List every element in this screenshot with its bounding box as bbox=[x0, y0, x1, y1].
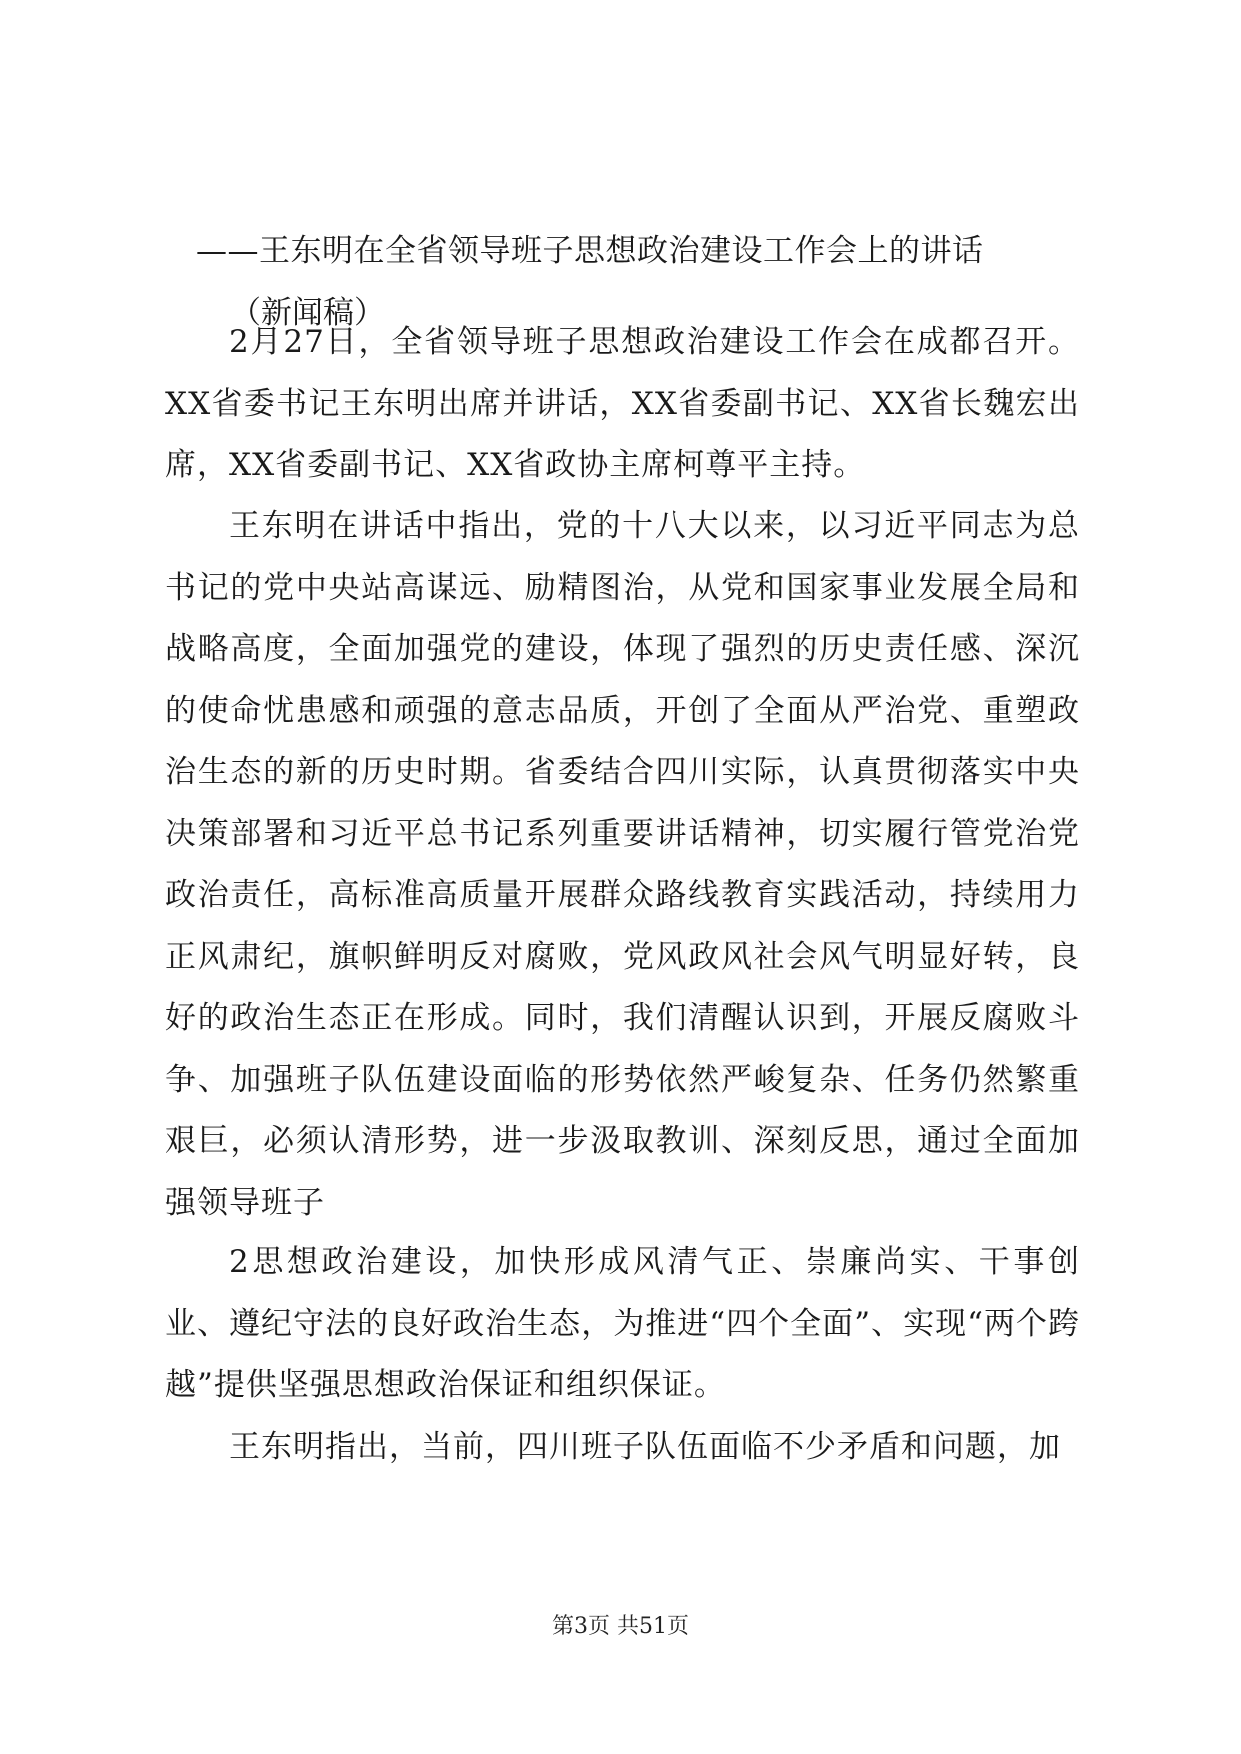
document-subtitle: ——王东明在全省领导班子思想政治建设工作会上的讲话 bbox=[196, 233, 984, 269]
page-footer: 第3页 共51页 bbox=[552, 1614, 689, 1639]
document-note: （新闻稿） bbox=[230, 295, 385, 331]
paragraph-speech: 王东明在讲话中指出，党的十八大以来，以习近平同志为总书记的党中央站高谋远、励精图治，从党和国家事业发展全局和战略高度，全面加强党的建设，体现了强烈的历史责任感、深沉的使命忧患感和顽强的意志品质，开创了全面从严治党、重塑政治生态的新的历史时期。省委结合四川实际，认真贯彻落实中央决策部署和习近平总书记系列重要讲话精神，切实履行管党治党政治责任，高标准高质量开展群众路线教育实践活动，持续用力正风肃纪，旗帜鲜明反对腐败，党风政风社会风气明显好转，良好的政治生态正在形成。同时，我们清醒认识到，开展反腐败斗争、加强班子队伍建设面临的形势依然严峻复杂、任务仍然繁重艰巨，必须认清形势，进一步汲取教训、深刻反思，通过全面加强领导班子 bbox=[165, 508, 1080, 1221]
paragraph-current-issues: 王东明指出，当前，四川班子队伍面临不少矛盾和问题，加 bbox=[229, 1429, 1061, 1465]
paragraph-meeting: 2月27日，全省领导班子思想政治建设工作会在成都召开。XX省委书记王东明出席并讲话，XX省委副书记、XX省长魏宏出席，XX省委副书记、XX省政协主席柯尊平主持。 bbox=[165, 324, 1080, 483]
paragraph-construction: 2思想政治建设，加快形成风清气正、崇廉尚实、干事创业、遵纪守法的良好政治生态，为推进“四个全面”、实现“两个跨越”提供坚强思想政治保证和组织保证。 bbox=[165, 1244, 1080, 1403]
